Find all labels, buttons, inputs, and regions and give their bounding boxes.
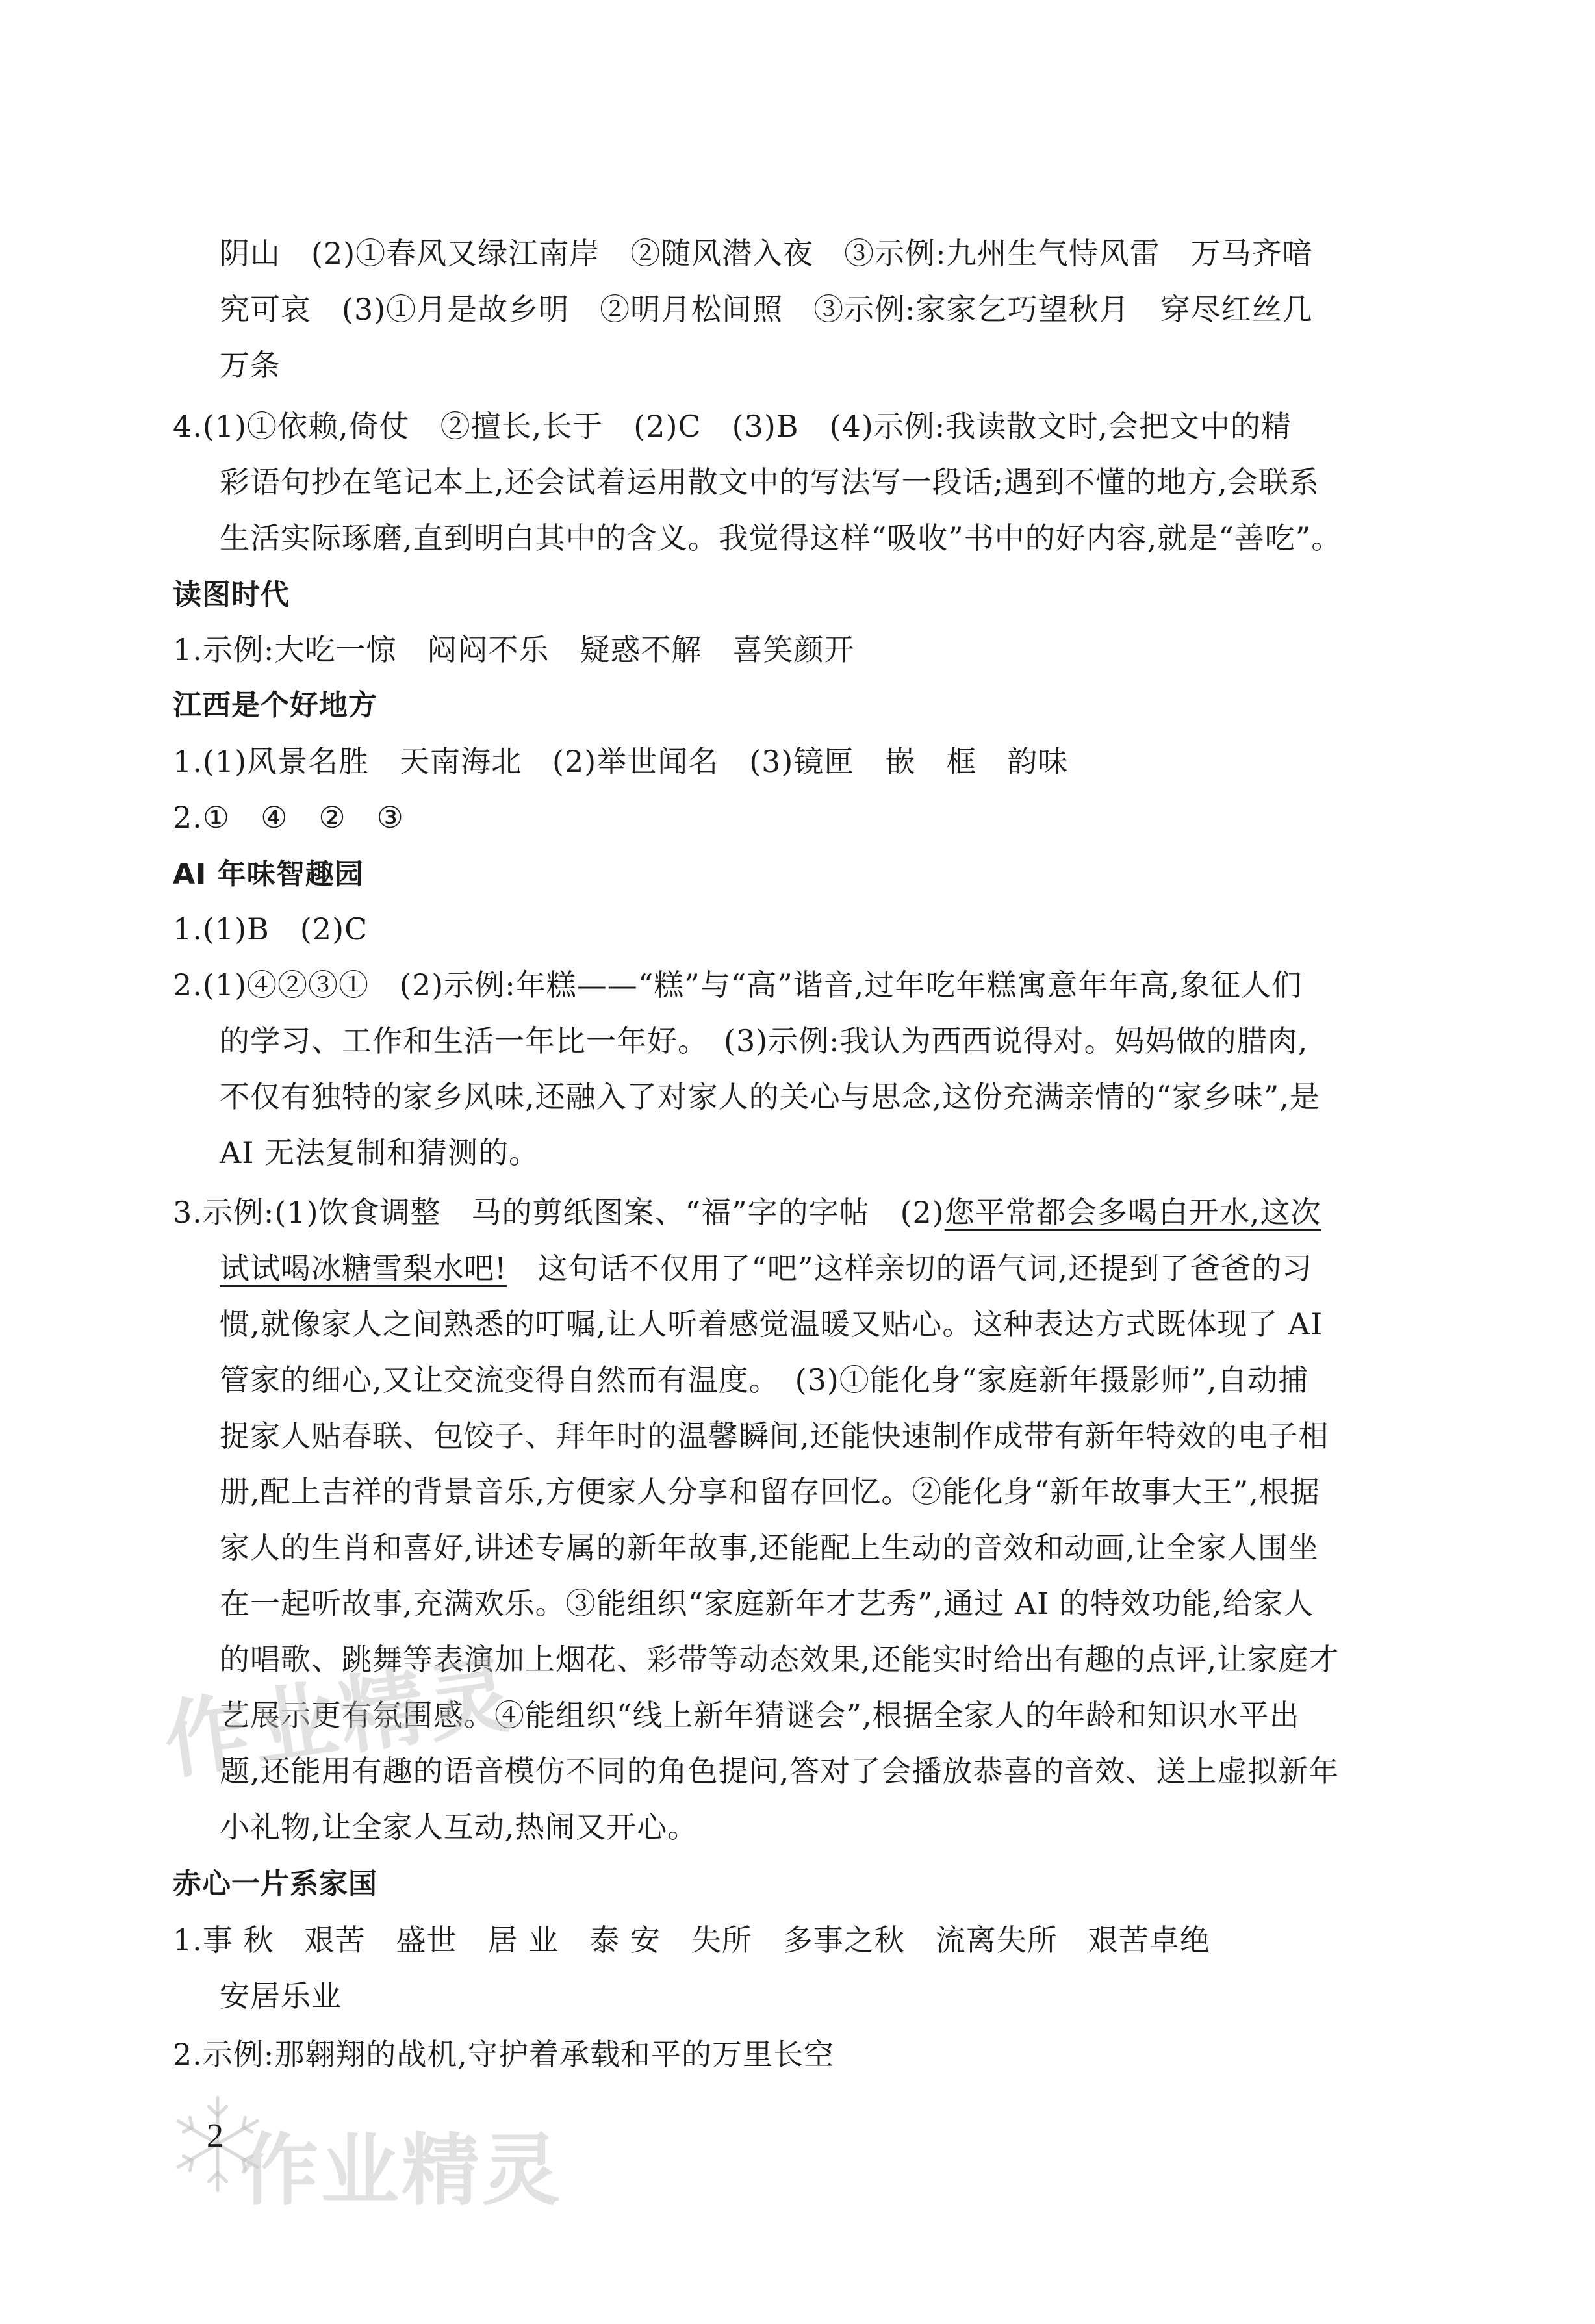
text-line: [220, 1249, 1312, 1288]
watermark: 作业精灵: [158, 1644, 522, 1792]
section-heading: AI 年味智趣园: [173, 858, 364, 891]
text-line: 小礼物,让全家人互动,热闹又开心。: [220, 1809, 698, 1845]
text-line: 不仅有独特的家乡风味,还融入了对家人的关心与思念,这份充满亲情的“家乡味”,是: [220, 1079, 1320, 1114]
text-line: 4.(1)①依赖,倚仗 ②擅长,长于 (2)C (3)B (4)示例:我读散文时,会把文中的精: [173, 409, 1292, 444]
text-line: 安居乐业: [220, 1978, 342, 2013]
text-line: 艺展示更有氛围感。④能组织“线上新年猜谜会”,根据全家人的年龄和知识水平出: [220, 1698, 1300, 1733]
text-line: 在一起听故事,充满欢乐。③能组织“家庭新年才艺秀”,通过 AI 的特效功能,给家人: [220, 1586, 1314, 1621]
text-line: 彩语句抄在笔记本上,还会试着运用散文中的写法写一段话;遇到不懂的地方,会联系: [220, 465, 1320, 500]
text-line: 捉家人贴春联、包饺子、拜年时的温馨瞬间,还能快速制作成带有新年特效的电子相: [220, 1418, 1329, 1453]
text-span: 这句话不仅用了“吧”这样亲切的语气词,还提到了爸爸的习: [507, 1251, 1313, 1286]
text-line: [173, 1193, 1321, 1232]
section-heading: 读图时代: [173, 578, 290, 611]
underlined-answer: 您平常都会多喝白开水,这次: [944, 1195, 1321, 1230]
text-line: AI 无法复制和猜测的。: [220, 1135, 540, 1170]
text-span: 3.示例:(1)饮食调整 马的剪纸图案、“福”字的字帖 (2): [173, 1195, 945, 1230]
text-line: 1.(1)B (2)C: [173, 912, 368, 947]
text-line: 究可哀 (3)①月是故乡明 ②明月松间照 ③示例:家家乞巧望秋月 穿尽红丝几: [220, 292, 1313, 327]
text-line: 1.事 秋 艰苦 盛世 居 业 泰 安 失所 多事之秋 流离失所 艰苦卓绝: [173, 1922, 1210, 1958]
text-line: 的学习、工作和生活一年比一年好。 (3)示例:我认为西西说得对。妈妈做的腊肉,: [220, 1023, 1308, 1058]
text-line: 1.(1)风景名胜 天南海北 (2)举世闻名 (3)镜匣 嵌 框 韵味: [173, 744, 1069, 779]
logo-text: 作业精灵: [240, 2126, 563, 2216]
text-line: 阴山 (2)①春风又绿江南岸 ②随风潜入夜 ③示例:九州生气恃风雷 万马齐喑: [220, 236, 1313, 271]
text-line: 2.(1)④②③① (2)示例:年糕——“糕”与“高”谐音,过年吃年糕寓意年年高,象征人们: [173, 967, 1303, 1002]
text-line: 题,还能用有趣的语音模仿不同的角色提问,答对了会播放恭喜的音效、送上虚拟新年: [220, 1754, 1340, 1789]
text-line: 1.示例:大吃一惊 闷闷不乐 疑惑不解 喜笑颜开: [173, 632, 855, 667]
section-heading: 赤心一片系家国: [173, 1867, 377, 1900]
section-heading: 江西是个好地方: [173, 689, 377, 722]
text-line: 生活实际琢磨,直到明白其中的含义。我觉得这样“吸收”书中的好内容,就是“善吃”。: [220, 520, 1342, 555]
page-number: 2: [207, 2117, 223, 2154]
underlined-answer: 试试喝冰糖雪梨水吧!: [220, 1251, 507, 1286]
text-line: 的唱歌、跳舞等表演加上烟花、彩带等动态效果,还能实时给出有趣的点评,让家庭才: [220, 1642, 1340, 1677]
text-line: 2.示例:那翱翔的战机,守护着承载和平的万里长空: [173, 2037, 835, 2072]
text-line: 2.① ④ ② ③: [173, 800, 404, 835]
text-line: 册,配上吉祥的背景音乐,方便家人分享和留存回忆。②能化身“新年故事大王”,根据: [220, 1474, 1320, 1509]
text-line: 管家的细心,又让交流变得自然而有温度。 (3)①能化身“家庭新年摄影师”,自动捕: [220, 1362, 1309, 1398]
text-line: 万条: [220, 348, 281, 383]
text-line: 家人的生肖和喜好,讲述专属的新年故事,还能配上生动的音效和动画,让全家人围坐: [220, 1530, 1319, 1565]
text-line: 惯,就像家人之间熟悉的叮嘱,让人听着感觉温暖又贴心。这种表达方式既体现了 AI: [220, 1307, 1323, 1342]
